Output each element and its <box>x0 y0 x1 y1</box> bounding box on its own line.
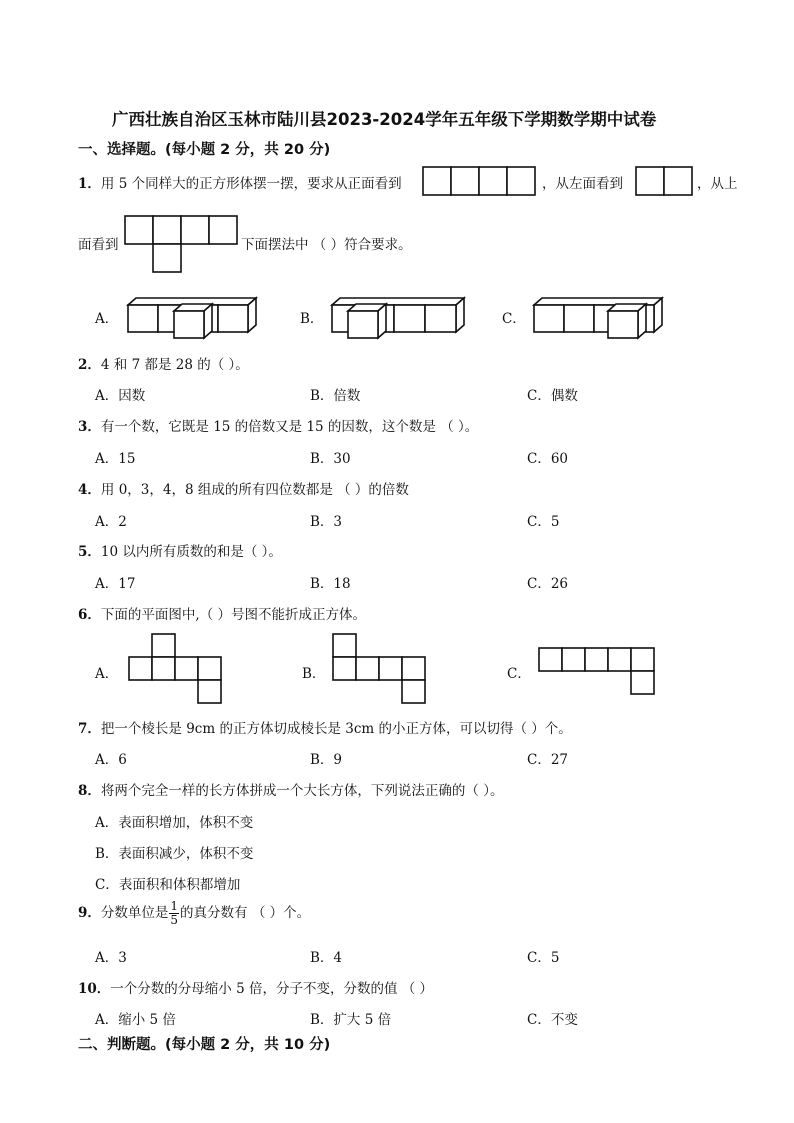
q6-net-b-figure <box>332 633 428 705</box>
question-text-pre: 分数单位是 <box>100 905 169 921</box>
q10-option-b[interactable]: B．扩大 5 倍 <box>310 1012 392 1028</box>
section-heading-judgement: 二、判断题。(每小题 2 分，共 10 分) <box>78 1037 331 1053</box>
q6-net-c-figure <box>538 647 658 695</box>
fraction-numerator: 1 <box>170 899 179 913</box>
question-1-line1 <box>78 172 402 192</box>
q9-option-b[interactable]: B．4 <box>310 950 343 966</box>
question-number: 6． <box>78 607 101 623</box>
question-number: 8． <box>78 783 101 799</box>
question-5 <box>78 540 282 560</box>
question-text: 把一个棱长是 9cm 的正方体切成棱长是 3cm 的小正方体，可以切得（ ）个。 <box>100 721 572 737</box>
question-text: 用 0，3，4，8 组成的所有四位数都是 （ ）的倍数 <box>100 482 409 498</box>
q1-option-c-label: C． <box>502 311 526 327</box>
question-8 <box>78 779 503 799</box>
q6-option-c-label: C． <box>507 666 531 682</box>
fraction-one-fifth <box>169 900 179 927</box>
question-7 <box>78 717 572 737</box>
q8-option-c[interactable]: C．表面积和体积都增加 <box>95 877 241 893</box>
question-text: 4 和 7 都是 28 的（ ）。 <box>100 357 249 373</box>
q8-option-a[interactable]: A．表面积增加，体积不变 <box>95 815 254 831</box>
q9-option-c[interactable]: C．5 <box>527 950 560 966</box>
question-text: 用 5 个同样大的正方形体摆一摆，要求从正面看到 <box>100 176 402 192</box>
question-number: 3． <box>78 419 101 435</box>
front-view-figure <box>422 166 538 196</box>
question-text-post: 的真分数有 （ ）个。 <box>180 905 311 921</box>
page-title: 广西壮族自治区玉林市陆川县2023-2024学年五年级下学期数学期中试卷 <box>112 110 657 129</box>
q3-option-c[interactable]: C．60 <box>527 451 569 467</box>
q4-option-c[interactable]: C．5 <box>527 514 560 530</box>
q8-option-b[interactable]: B．表面积减少，体积不变 <box>95 846 254 862</box>
question-1-line2: 面看到 <box>78 237 119 253</box>
top-view-figure <box>124 215 240 273</box>
question-10 <box>78 977 433 997</box>
q3-option-a[interactable]: A．15 <box>95 451 136 467</box>
question-text: 将两个完全一样的长方体拼成一个大长方体，下列说法正确的（ ）。 <box>100 783 504 799</box>
q7-option-c[interactable]: C．27 <box>527 752 569 768</box>
q1-option-c-figure <box>532 295 672 341</box>
q10-option-c[interactable]: C．不变 <box>527 1012 578 1028</box>
q2-option-a[interactable]: A．因数 <box>95 388 146 404</box>
question-text: 一个分数的分母缩小 5 倍，分子不变，分数的值 （ ） <box>110 981 434 997</box>
q1-option-b-label: B． <box>300 311 324 327</box>
question-1-text-top: ，从上 <box>697 176 738 192</box>
q2-option-b[interactable]: B．倍数 <box>310 388 361 404</box>
question-text: 10 以内所有质数的和是（ ）。 <box>100 544 282 560</box>
q5-option-a[interactable]: A．17 <box>95 576 136 592</box>
question-number: 9． <box>78 905 101 921</box>
question-text: 下面的平面图中,（ ）号图不能折成正方体。 <box>100 607 366 623</box>
q5-option-b[interactable]: B．18 <box>310 576 351 592</box>
q7-option-b[interactable]: B．9 <box>310 752 343 768</box>
q6-option-a-label: A． <box>95 666 119 682</box>
question-number: 10． <box>78 981 111 997</box>
q9-option-a[interactable]: A．3 <box>95 950 127 966</box>
question-number: 5． <box>78 544 101 560</box>
question-3 <box>78 415 478 435</box>
q6-net-a-figure <box>128 633 224 705</box>
q1-option-b-figure <box>330 295 470 341</box>
question-9 <box>78 900 310 927</box>
q6-option-b-label: B． <box>302 666 326 682</box>
q5-option-c[interactable]: C．26 <box>527 576 569 592</box>
question-1-text-left: ，从左面看到 <box>542 176 623 192</box>
q1-option-a-label: A． <box>95 311 119 327</box>
question-6 <box>78 603 366 623</box>
fraction-denominator: 5 <box>170 913 179 927</box>
question-number: 2． <box>78 357 101 373</box>
q2-option-c[interactable]: C．偶数 <box>527 388 578 404</box>
q4-option-a[interactable]: A．2 <box>95 514 127 530</box>
left-view-figure <box>635 166 695 196</box>
section-heading-choice: 一、选择题。(每小题 2 分，共 20 分) <box>78 142 331 158</box>
q3-option-b[interactable]: B．30 <box>310 451 351 467</box>
question-number: 7． <box>78 721 101 737</box>
question-1-line2-end: 下面摆法中 （ ）符合要求。 <box>241 237 412 253</box>
question-text: 有一个数，它既是 15 的倍数又是 15 的因数，这个数是 （ ）。 <box>100 419 479 435</box>
question-number: 4． <box>78 482 101 498</box>
question-number: 1． <box>78 176 101 192</box>
q10-option-a[interactable]: A．缩小 5 倍 <box>95 1012 176 1028</box>
q7-option-a[interactable]: A．6 <box>95 752 127 768</box>
question-4 <box>78 478 409 498</box>
q1-option-a-figure <box>126 295 266 341</box>
question-2 <box>78 353 249 373</box>
q4-option-b[interactable]: B．3 <box>310 514 343 530</box>
